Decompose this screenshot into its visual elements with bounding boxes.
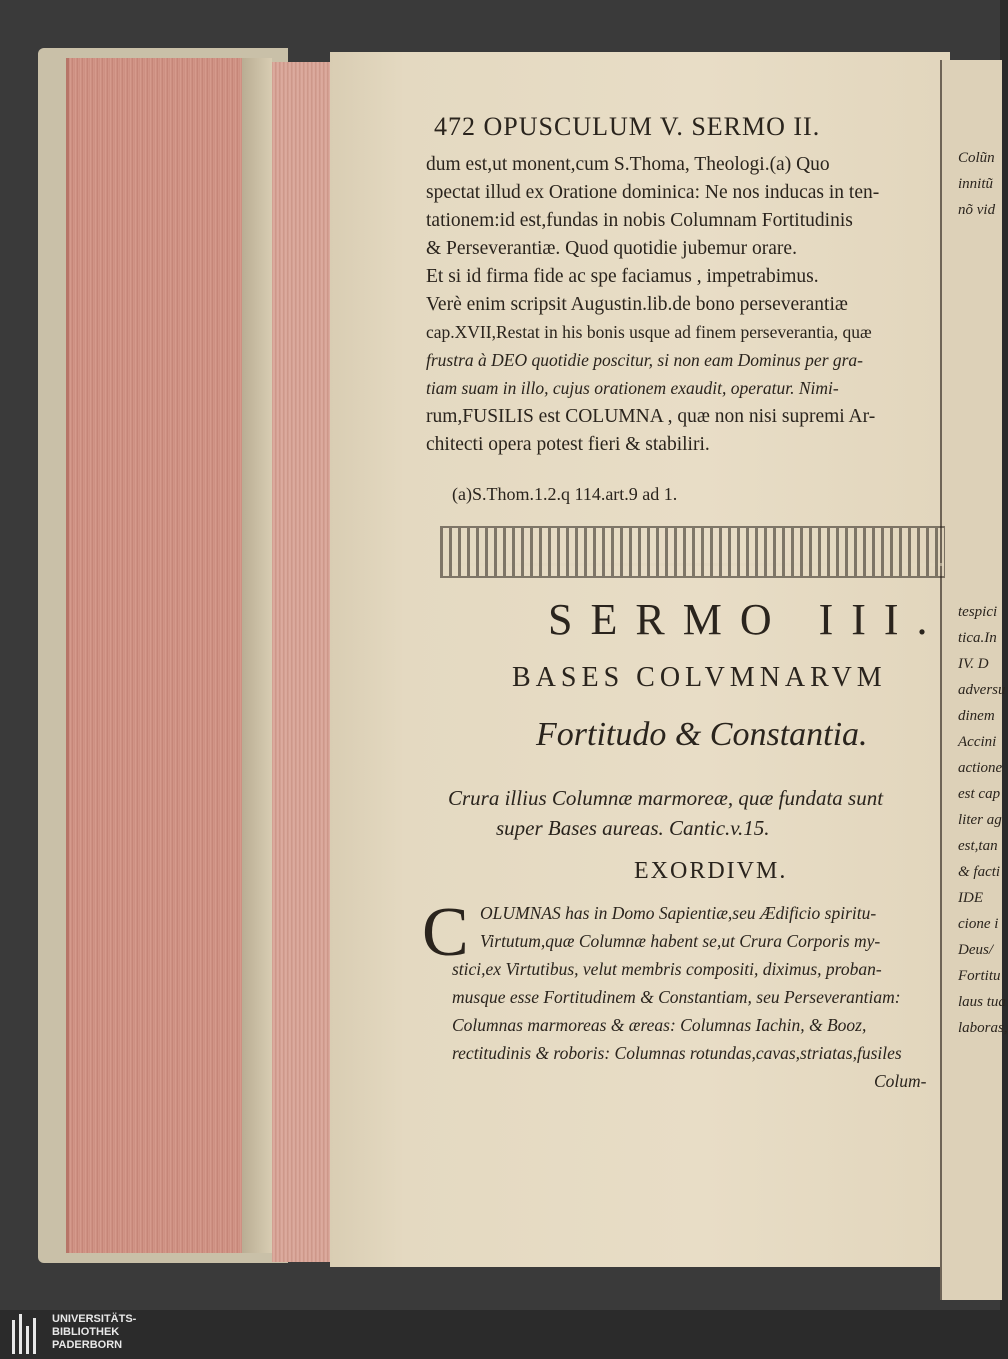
sermon-subtitle-italic: Fortitudo & Constantia. bbox=[536, 716, 868, 753]
epigraph-line: super Bases aureas. Cantic.v.15. bbox=[496, 816, 770, 840]
facing-page-line: IV. D bbox=[958, 656, 989, 672]
sermon-subtitle: BASES COLVMNARVM bbox=[512, 662, 887, 693]
facing-page-line: actione bbox=[958, 760, 1003, 776]
body-line: tiam suam in illo, cujus orationem exaudit, operatur. Nimi- bbox=[426, 378, 839, 398]
page-472 bbox=[330, 52, 950, 1267]
facing-page-line: tespici bbox=[958, 604, 998, 620]
facing-page-line: Deus/ bbox=[958, 942, 993, 958]
facing-page-line: Accini bbox=[958, 734, 997, 750]
body-line: Verè enim scripsit Augustin.lib.de bono perseverantiæ bbox=[426, 294, 848, 315]
running-head: 472 OPUSCULUM V. SERMO II. bbox=[434, 112, 821, 141]
library-logo-icon bbox=[10, 1314, 44, 1354]
catchword: Colum- bbox=[874, 1071, 927, 1091]
facing-page bbox=[940, 60, 1002, 1300]
exordium-line: rectitudinis & roboris: Columnas rotundas,cavas,striatas,fusiles bbox=[452, 1043, 902, 1063]
body-line: spectat illud ex Oratione dominica: Ne nos inducas in ten- bbox=[426, 182, 880, 203]
facing-page-line: est cap bbox=[958, 786, 1001, 802]
gutter-shadow bbox=[242, 58, 272, 1253]
facing-page-line: nõ vid bbox=[958, 202, 996, 218]
drop-capital: C bbox=[422, 894, 469, 971]
page-edges-inner bbox=[272, 62, 332, 1262]
exordium-line: Virtutum,quæ Columnæ habent se,ut Crura Corporis my- bbox=[480, 931, 881, 951]
body-line: tationem:id est,fundas in nobis Columnam Fortitudinis bbox=[426, 210, 853, 231]
library-name-line: PADERBORN bbox=[52, 1339, 123, 1351]
exordium-line: stici,ex Virtutibus, velut membris compositi, diximus, proban- bbox=[452, 959, 882, 979]
facing-page-line: innitũ bbox=[958, 176, 994, 192]
body-line: Et si id firma fide ac spe faciamus , impetrabimus. bbox=[426, 266, 819, 287]
footnote: (a)S.Thom.1.2.q 114.art.9 ad 1. bbox=[452, 484, 678, 504]
library-name-line: UNIVERSITÄTS- bbox=[52, 1313, 137, 1325]
body-line: cap.XVII,Restat in his bonis usque ad finem perseverantia, quæ bbox=[426, 322, 872, 342]
exordium-line: OLUMNAS has in Domo Sapientiæ,seu Ædificio spiritu- bbox=[480, 903, 877, 923]
facing-page-line: liter ag bbox=[958, 812, 1002, 828]
facing-page-line: laus tua bbox=[958, 994, 1006, 1010]
library-name-line: BIBLIOTHEK bbox=[52, 1326, 120, 1338]
exordium-line: Columnas marmoreas & æreas: Columnas Iachin, & Booz, bbox=[452, 1015, 867, 1035]
epigraph-line: Crura illius Columnæ marmoreæ, quæ fundata sunt bbox=[448, 786, 884, 810]
facing-page-line: dinem bbox=[958, 708, 995, 724]
body-line: dum est,ut monent,cum S.Thoma, Theologi.(a) Quo bbox=[426, 154, 830, 175]
body-line: frustra à DEO quotidie poscitur, si non eam Dominus per gra- bbox=[426, 350, 864, 370]
footer-bar bbox=[0, 1310, 1000, 1359]
body-line: chitecti opera potest fieri & stabiliri. bbox=[426, 434, 710, 455]
facing-page-line: IDE bbox=[958, 890, 983, 906]
facing-page-line: Colũn bbox=[958, 150, 995, 166]
body-line: rum,FUSILIS est COLUMNA , quæ non nisi supremi Ar- bbox=[426, 406, 876, 427]
page-edges-left bbox=[66, 58, 245, 1253]
facing-page-line: est,tan bbox=[958, 838, 998, 854]
facing-page-line: adversu bbox=[958, 682, 1006, 698]
section-heading: EXORDIVM. bbox=[634, 858, 788, 884]
ornamental-border bbox=[440, 526, 945, 578]
body-line: & Perseverantiæ. Quod quotidie jubemur orare. bbox=[426, 238, 797, 259]
facing-page-line: & facti bbox=[958, 864, 1001, 880]
exordium-line: musque esse Fortitudinem & Constantiam, seu Perseverantiam: bbox=[452, 987, 901, 1007]
library-name bbox=[52, 1313, 136, 1352]
facing-page-line: cione i bbox=[958, 916, 999, 932]
sermon-title: SERMO III. bbox=[548, 595, 946, 644]
facing-page-line: tica.In bbox=[958, 630, 997, 646]
facing-page-line: laboras, bbox=[958, 1020, 1008, 1036]
facing-page-line: Fortitu bbox=[958, 968, 1001, 984]
